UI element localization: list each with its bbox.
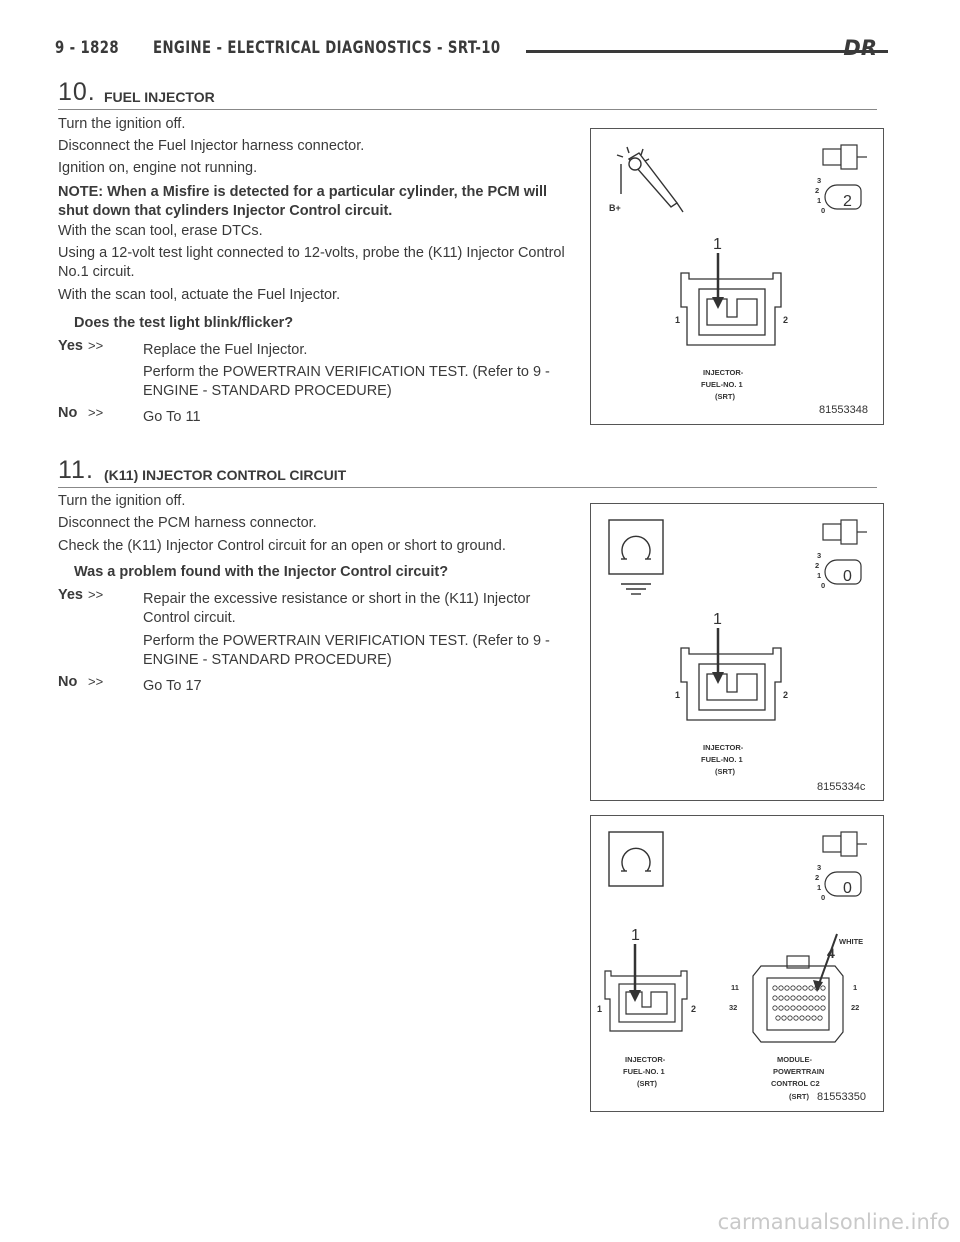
page-header: [55, 38, 877, 68]
connector-variant: (SRT): [637, 1079, 657, 1088]
connector-name: INJECTOR-: [625, 1055, 666, 1064]
connector-icon: [823, 145, 867, 169]
key-position: 0: [843, 880, 852, 897]
diagram: [591, 129, 883, 424]
yes-action: Perform the POWERTRAIN VERIFICATION TEST. (Refer to 9 - ENGINE - STANDARD PROCEDURE): [143, 364, 550, 399]
model-code: DR: [843, 36, 877, 60]
pin-right: 2: [691, 1004, 697, 1014]
diagram: [591, 816, 883, 1111]
question: Does the test light blink/flicker?: [74, 315, 294, 331]
no-action: Go To 17: [143, 678, 202, 694]
pin-callout: 1: [713, 611, 722, 628]
yes-action: Repair the excessive resistance or short in the (K11) Injector Control circuit.: [143, 591, 531, 626]
ground-icon: [621, 584, 651, 594]
instruction: With the scan tool, actuate the Fuel Injector.: [58, 287, 341, 303]
instruction: Using a 12-volt test light connected to 12-volts, probe the (K11) Injector Control No.1 circuit.: [58, 245, 565, 280]
key-position: 0: [843, 568, 852, 585]
ohmmeter-icon: [609, 520, 663, 574]
battery-label: B+: [609, 203, 621, 213]
answer-arrow: >>: [88, 674, 104, 689]
pcm-pin-label: 11: [731, 983, 739, 992]
connector-name: FUEL-NO. 1: [701, 755, 743, 764]
pcm-connector: [753, 956, 843, 1042]
answer-arrow: >>: [88, 338, 104, 353]
no-label: No: [58, 674, 78, 690]
key-scale: 0: [821, 893, 826, 902]
figure-id: 81553348: [819, 404, 868, 416]
section-title: ENGINE - ELECTRICAL DIAGNOSTICS - SRT-10: [153, 38, 501, 58]
pin-right: 2: [783, 315, 789, 325]
pin-callout: 1: [631, 927, 640, 944]
yes-label: Yes: [58, 338, 83, 354]
key-scale: 3: [817, 551, 822, 560]
connector-name: FUEL-NO. 1: [701, 380, 743, 389]
yes-action: Perform the POWERTRAIN VERIFICATION TEST. (Refer to 9 - ENGINE - STANDARD PROCEDURE): [143, 633, 550, 668]
instruction: Turn the ignition off.: [58, 493, 186, 509]
diagram: [591, 504, 883, 800]
no-label: No: [58, 405, 78, 421]
pin-callout-arrow: [712, 672, 724, 684]
answer-arrow: >>: [88, 405, 104, 420]
pin-left: 1: [597, 1004, 603, 1014]
yes-action: Replace the Fuel Injector.: [143, 342, 308, 358]
connector-icon: [823, 520, 867, 544]
figure-ohmmeter-pcm: [590, 815, 884, 1112]
watermark: carmanualsonline.info: [717, 1210, 950, 1234]
connector-name: INJECTOR-: [703, 743, 744, 752]
no-action: Go To 11: [143, 409, 201, 425]
instruction: Check the (K11) Injector Control circuit for an open or short to ground.: [58, 538, 506, 554]
connector-variant: (SRT): [715, 392, 735, 401]
pin-callout: 1: [713, 236, 722, 253]
key-scale: 0: [821, 581, 826, 590]
connector-icon: [823, 832, 867, 856]
key-scale: 1: [817, 883, 822, 892]
instruction: Disconnect the Fuel Injector harness connector.: [58, 138, 365, 154]
key-scale: 2: [815, 186, 820, 195]
module-name: POWERTRAIN: [773, 1067, 825, 1076]
key-scale: 2: [815, 561, 820, 570]
step-number: 10.: [58, 78, 96, 106]
question: Was a problem found with the Injector Control circuit?: [74, 564, 449, 580]
pcm-pin-label: 22: [851, 1003, 860, 1012]
yes-label: Yes: [58, 587, 83, 603]
pin-callout-arrow: [629, 990, 641, 1002]
ohmmeter-icon: [609, 832, 663, 886]
figure-test-light: [590, 128, 884, 425]
key-scale: 3: [817, 863, 822, 872]
pcm-pin-number: 4: [827, 945, 835, 961]
instruction: Turn the ignition off.: [58, 116, 186, 132]
pin-left: 1: [675, 315, 681, 325]
injector-connector: [681, 648, 781, 720]
injector-connector: [605, 971, 687, 1031]
instruction: Ignition on, engine not running.: [58, 160, 258, 176]
step-11-heading: [58, 453, 877, 488]
pcm-pin-label: 1: [853, 983, 858, 992]
key-scale: 2: [815, 873, 820, 882]
key-position: 2: [843, 193, 852, 210]
step-title: (K11) INJECTOR CONTROL CIRCUIT: [104, 467, 347, 483]
pin-callout-arrow: [712, 297, 724, 309]
figure-ohmmeter-ground: [590, 503, 884, 801]
header-rule: [526, 50, 888, 53]
key-scale: 0: [821, 206, 826, 215]
step-10-heading: [58, 75, 877, 110]
connector-variant: (SRT): [715, 767, 735, 776]
pin-right: 2: [783, 690, 789, 700]
module-variant: (SRT): [789, 1092, 809, 1101]
connector-name: INJECTOR-: [703, 368, 744, 377]
step-number: 11.: [58, 456, 94, 484]
step-title: FUEL INJECTOR: [104, 89, 215, 105]
key-scale: 1: [817, 571, 822, 580]
key-scale: 1: [817, 196, 822, 205]
instruction: Disconnect the PCM harness connector.: [58, 515, 317, 531]
test-light-icon: [617, 147, 683, 212]
figure-id: 8155334c: [817, 781, 866, 793]
pin-left: 1: [675, 690, 681, 700]
wire-color: WHITE: [839, 937, 864, 946]
key-scale: 3: [817, 176, 822, 185]
page-number: 9 - 1828: [55, 38, 119, 58]
injector-connector: [681, 273, 781, 345]
module-name: MODULE-: [777, 1055, 812, 1064]
answer-arrow: >>: [88, 587, 104, 602]
figure-id: 81553350: [817, 1091, 866, 1103]
pcm-pin-label: 32: [729, 1003, 738, 1012]
instruction: With the scan tool, erase DTCs.: [58, 223, 263, 239]
connector-name: FUEL-NO. 1: [623, 1067, 665, 1076]
note: NOTE: When a Misfire is detected for a particular cylinder, the PCM will shut down that cylinders Injector Control circuit.: [58, 184, 548, 219]
module-name: CONTROL C2: [771, 1079, 820, 1088]
